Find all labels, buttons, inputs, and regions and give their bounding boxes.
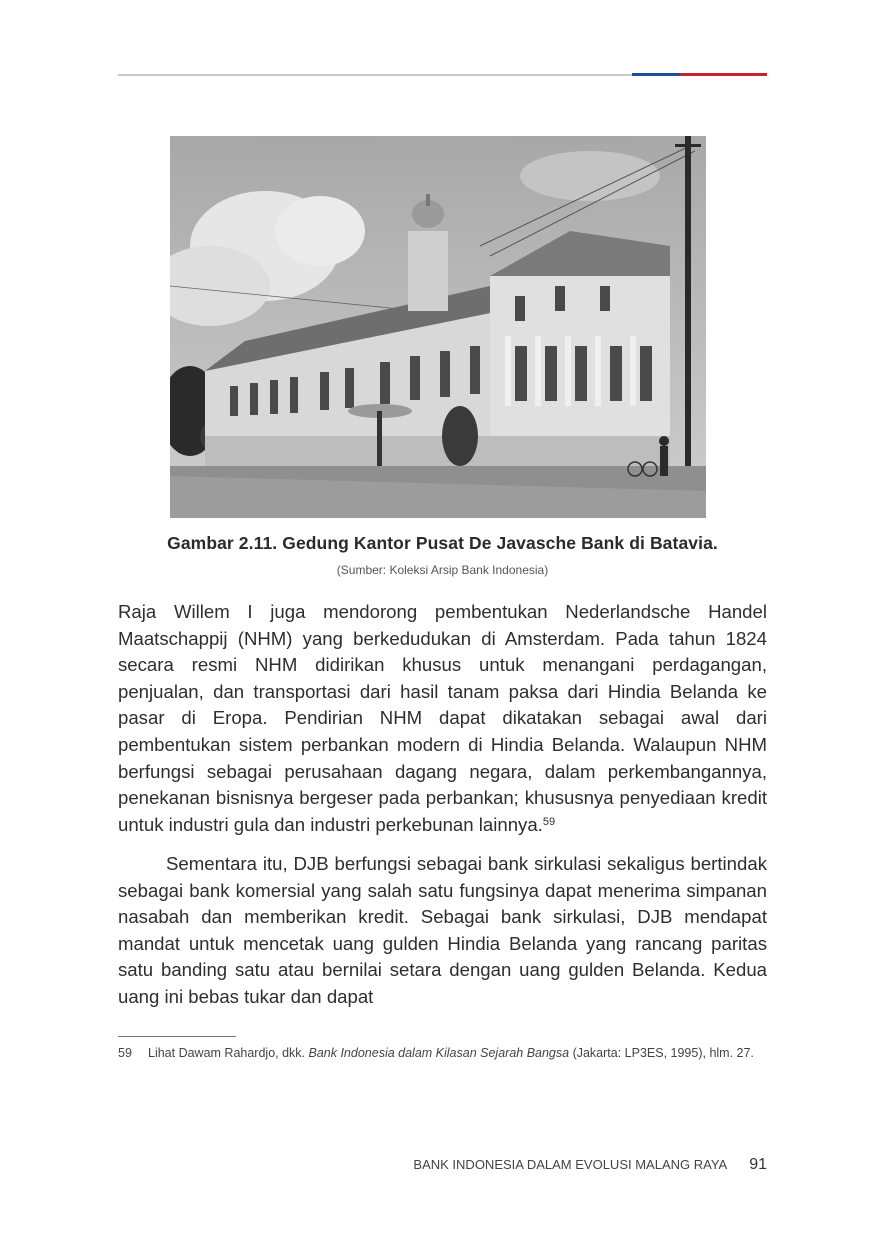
footnote-divider [118,1036,236,1037]
figure-caption-title: Gambar 2.11. Gedung Kantor Pusat De Javasche Bank di Batavia. [167,533,718,553]
figure-photo-javasche-bank-building [170,136,706,518]
footnote [118,1044,767,1063]
paragraph-1-text: Raja Willem I juga mendorong pembentukan Nederlandsche Handel Maatschappij (NHM) yang berkedudukan di Amsterdam. Pada tahun 1824 secara resmi NHM didirikan khusus untuk menangani perdagangan, penjualan, dan transportasi dari hasil tanam paksa dari Hindia Belanda ke pasar di Eropa. Pendirian NHM dapat dikatakan sebagai awal dari pembentukan sistem perbankan modern di Hindia Belanda. Walaupun NHM berfungsi sebagai perusahaan dagang negara, dalam perkembangannya, penekanan bisnisnya bergeser pada perbankan; khususnya penyediaan kredit untuk industri gula dan industri perkebunan lainnya. [118,601,767,835]
footnote-book-title: Bank Indonesia dalam Kilasan Sejarah Bangsa [308,1046,570,1060]
footnote-reference-59: 59 [542,815,556,828]
header-rule [118,73,767,76]
figure-caption-source: (Sumber: Koleksi Arsip Bank Indonesia) [336,563,549,577]
running-footer [413,1156,767,1174]
running-title: BANK INDONESIA DALAM EVOLUSI MALANG RAYA [413,1157,728,1172]
body-paragraph-2: Sementara itu, DJB berfungsi sebagai bank sirkulasi sekaligus bertindak sebagai bank komersial yang salah satu fungsinya dapat menerima simpanan nasabah dan memberikan kredit. Sebagai bank sirkulasi, DJB mendapat mandat untuk mencetak uang gulden Hindia Belanda yang rancang paritas satu banding satu atau bernilai setara dengan uang gulden Belanda. Kedua uang ini bebas tukar dan dapat [118,853,767,1007]
body-paragraph-1 [118,599,767,838]
page-number: 91 [749,1156,767,1173]
footnote-number: 59 [118,1046,132,1060]
footnote-text: Lihat Dawam Rahardjo, dkk. Bank Indonesia dalam Kilasan Sejarah Bangsa (Jakarta: LP3ES, 1995), hlm. 27. [148,1046,754,1060]
